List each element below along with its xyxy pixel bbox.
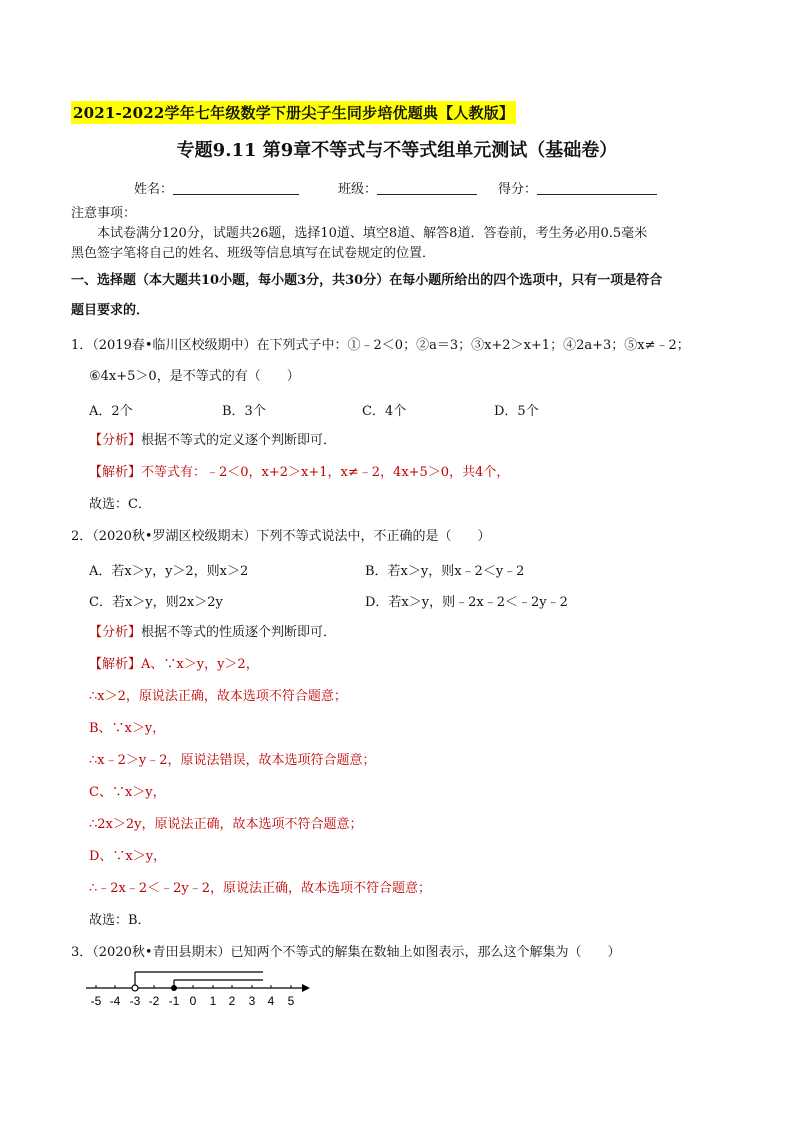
q3-stem: 3．（2020秋•青田县期末）已知两个不等式的解集在数轴上如图表示，那么这个解集为（ ） [71, 945, 621, 960]
notice-heading: 注意事项： [71, 206, 137, 221]
section-heading-line-1: 一、选择题（本大题共10小题，每小题3分，共30分）在每小题所给出的四个选项中，只有一项是符合 [71, 273, 663, 288]
tick-label: 2 [228, 994, 236, 1008]
q1-option-d: D．5个 [494, 404, 539, 419]
q1-option-c: C．4个 [362, 404, 407, 419]
closed-point-minus-1 [171, 985, 177, 991]
q2-option-d: D．若x＞y，则﹣2x﹣2＜﹣2y﹣2 [365, 595, 568, 610]
tick-label: 4 [267, 994, 275, 1008]
open-point-minus-3 [132, 985, 138, 991]
q1-option-b: B．3个 [222, 404, 266, 419]
class-label: 班级： [338, 182, 378, 197]
q2-solution-line-2: ∴x＞2，原说法正确，故本选项不符合题意； [89, 689, 347, 704]
number-line-figure [80, 960, 320, 1010]
score-field[interactable] [498, 178, 657, 197]
tick-label: -2 [148, 994, 160, 1008]
q2-solution-line-3: B、∵x＞y， [89, 721, 166, 736]
q2-solution-tag: 【解析】 [89, 657, 142, 672]
tick-label: 5 [287, 994, 295, 1008]
section-heading-line-2: 题目要求的． [71, 303, 150, 318]
notice-line-1: 本试卷满分120分，试题共26题，选择10道、填空8道、解答8道．答卷前，考生务必用0.5毫米 [97, 226, 648, 241]
score-blank[interactable] [537, 182, 657, 195]
q1-analysis-tag: 【分析】 [89, 433, 142, 448]
q1-stem-line-1: 1．（2019春•临川区校级期中）在下列式子中：①﹣2＜0；②a＝3；③x+2＞x+1；④2a+3；⑤x≠﹣2； [71, 338, 690, 353]
q2-solution-line-4: ∴x﹣2＞y﹣2，原说法错误，故本选项符合题意； [89, 753, 376, 768]
tick-label: -3 [129, 994, 141, 1008]
tick-label: -5 [90, 994, 102, 1008]
number-line-arrow-icon [302, 984, 310, 992]
q2-analysis-text: 根据不等式的性质逐个判断即可． [141, 625, 337, 640]
q2-option-c: C．若x＞y，则2x＞2y [89, 595, 223, 610]
q2-solution-text-1: A、∵x＞y，y＞2， [141, 657, 259, 672]
q2-answer: 故选：B． [89, 913, 151, 928]
tick-label: 3 [248, 994, 256, 1008]
q1-stem-line-2: ⑥4x+5＞0，是不等式的有（ ） [89, 369, 300, 384]
q1-option-a: A．2个 [89, 404, 133, 419]
q2-solution-line-7: D、∵x＞y， [89, 849, 167, 864]
q1-analysis-text: 根据不等式的定义逐个判断即可． [141, 433, 337, 448]
q2-stem: 2．（2020秋•罗湖区校级期末）下列不等式说法中，不正确的是（ ） [71, 529, 491, 544]
class-field[interactable] [338, 178, 477, 197]
q2-solution-line-6: ∴2x＞2y，原说法正确，故本选项不符合题意； [89, 817, 363, 832]
q1-solution-tag: 【解析】 [89, 465, 142, 480]
class-blank[interactable] [377, 182, 477, 195]
q1-solution [89, 464, 509, 482]
q2-analysis-tag: 【分析】 [89, 625, 142, 640]
tick-label: -1 [168, 994, 180, 1008]
q2-solution-line-1 [89, 656, 259, 674]
name-label: 姓名： [134, 182, 174, 197]
name-field[interactable] [134, 178, 299, 197]
score-label: 得分： [498, 182, 538, 197]
tick-label: 0 [189, 994, 197, 1008]
q2-solution-line-8: ∴﹣2x﹣2＜﹣2y﹣2，原说法正确，故本选项不符合题意； [89, 881, 432, 896]
tick-label: 1 [209, 994, 217, 1008]
q1-answer: 故选：C． [89, 497, 151, 512]
q2-solution-line-5: C、∵x＞y， [89, 785, 166, 800]
q2-option-b: B．若x＞y，则x﹣2＜y﹣2 [365, 564, 525, 579]
name-blank[interactable] [173, 182, 299, 195]
q1-solution-text: 不等式有：﹣2＜0，x+2＞x+1，x≠﹣2，4x+5＞0，共4个， [141, 465, 510, 480]
q2-option-a: A．若x＞y，y＞2，则x＞2 [89, 564, 249, 579]
notice-line-2: 黑色签字笔将自己的姓名、班级等信息填写在试卷规定的位置． [71, 246, 436, 261]
tick-label: -4 [109, 994, 121, 1008]
q2-analysis [89, 624, 336, 642]
page-title: 专题9.11 第9章不等式与不等式组单元测试（基础卷） [176, 140, 618, 161]
q1-analysis [89, 432, 336, 450]
series-banner: 2021-2022学年七年级数学下册尖子生同步培优题典【人教版】 [71, 101, 516, 124]
